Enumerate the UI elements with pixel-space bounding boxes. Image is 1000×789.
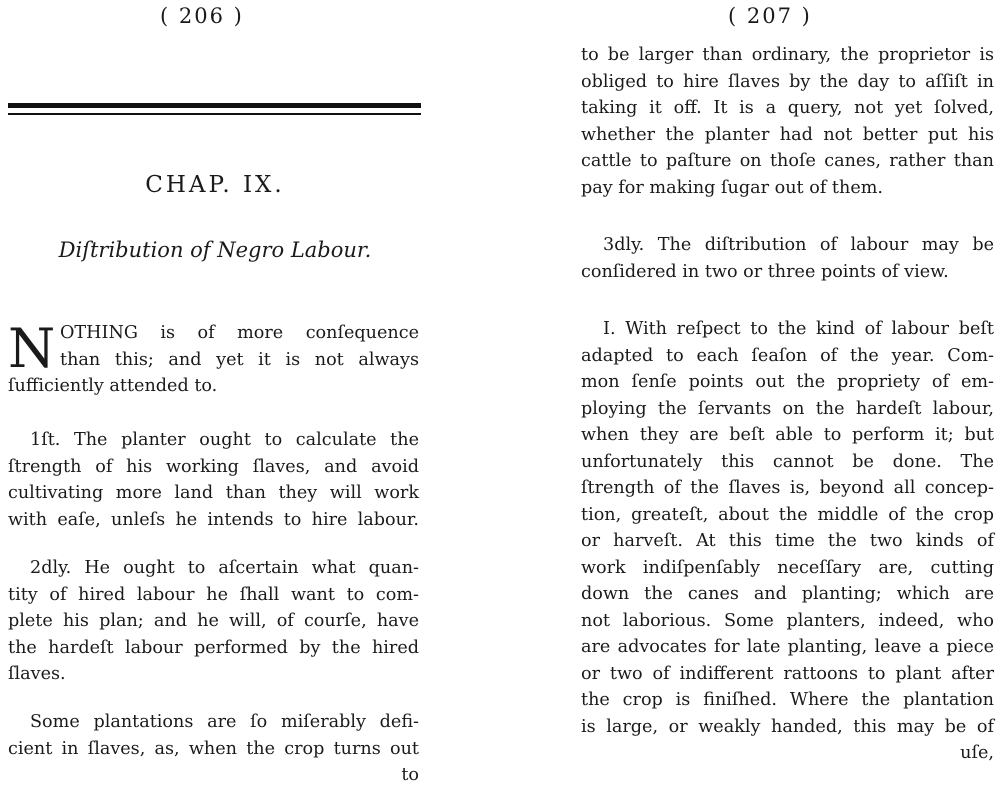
text-line: obliged to hire ſlaves by the day to aſſiſt in bbox=[581, 71, 994, 92]
text-line: down the canes and planting; which are bbox=[581, 584, 994, 604]
text-line: mon ſenſe points out the propriety of em- bbox=[581, 372, 994, 392]
paragraph-2dly bbox=[8, 555, 419, 688]
text-line: ploying the ſervants on the hardeſt labour, bbox=[581, 398, 994, 419]
left-page bbox=[0, 0, 430, 788]
text-line: taking it off. It is a query, not yet ſolved, bbox=[581, 98, 994, 118]
paragraph-continued bbox=[581, 42, 994, 201]
paragraph-3dly bbox=[581, 232, 994, 285]
text-line: I. With reſpect to the kind of labour beſt bbox=[603, 319, 994, 339]
text-line: or harveſt. At this time the two kinds of bbox=[581, 531, 994, 551]
text-line: is large, or weakly handed, this may be of bbox=[581, 716, 994, 737]
text-line: cient in ſlaves, as, when the crop turns out bbox=[8, 738, 419, 759]
text-line: work indiſpenſably neceſſary are, cutting bbox=[581, 557, 994, 578]
text-line: cattle to paſture on thoſe canes, rather than bbox=[581, 151, 994, 171]
text-line: pay for making ſugar out of them. bbox=[581, 177, 884, 198]
text-line: the crop is finiſhed. Where the plantation bbox=[581, 690, 994, 710]
text-line: 2dly. He ought to aſcertain what quan- bbox=[30, 558, 419, 578]
chapter-rule-thin bbox=[8, 113, 421, 115]
text-line: ſtrength of his working ſlaves, and avoid bbox=[8, 456, 419, 477]
text-line: ſufficiently attended to. bbox=[8, 376, 218, 396]
text-line: or two of indifferent rattoons to plant after bbox=[581, 663, 994, 684]
text-line: ſlaves. bbox=[8, 664, 66, 684]
text-line: 1ſt. The planter ought to calculate the bbox=[30, 430, 419, 450]
text-line: than this; and yet it is not always bbox=[60, 349, 419, 370]
text-line: with eaſe, unleſs he intends to hire labour. bbox=[8, 509, 419, 530]
text-line: unfortunately this cannot be done. The bbox=[581, 451, 994, 472]
text-line: conſidered in two or three points of view. bbox=[581, 261, 949, 282]
text-line: plete his plan; and he will, of courſe, have bbox=[8, 611, 419, 631]
text-line: when they are beſt able to perform it; but bbox=[581, 425, 994, 445]
text-line: to be larger than ordinary, the proprietor is bbox=[581, 45, 994, 65]
chapter-subtitle: Diſtribution of Negro Labour. bbox=[58, 238, 372, 262]
text-line: ſtrength of the ſlaves is, beyond all concep- bbox=[581, 478, 994, 498]
text-line: OTHING is of more conſequence bbox=[60, 323, 419, 343]
chapter-rule-thick bbox=[8, 103, 421, 108]
paragraph-1st bbox=[8, 427, 419, 533]
text-line: tity of hired labour he ſhall want to com- bbox=[8, 584, 419, 605]
intro-paragraph bbox=[8, 317, 419, 400]
paragraph-plantations bbox=[8, 709, 419, 789]
catchword: to bbox=[401, 765, 419, 785]
drop-cap: N bbox=[8, 317, 56, 380]
text-line: Some plantations are ſo miſerably defi- bbox=[30, 712, 419, 732]
text-line: 3dly. The diſtribution of labour may be bbox=[603, 235, 994, 255]
text-line: tion, greateſt, about the middle of the crop bbox=[581, 504, 994, 525]
text-line: cultivating more land than they will work bbox=[8, 483, 419, 503]
text-line: not laborious. Some planters, indeed, who bbox=[581, 610, 994, 631]
page-number: ( 207 ) bbox=[728, 4, 812, 28]
paragraph-I bbox=[581, 316, 994, 767]
chapter-title: CHAP. IX. bbox=[145, 172, 285, 198]
right-page bbox=[575, 0, 1000, 788]
text-line: whether the planter had not better put his bbox=[581, 124, 994, 145]
text-line: are advocates for late planting, leave a piece bbox=[581, 637, 994, 657]
page-number: ( 206 ) bbox=[160, 4, 244, 28]
catchword: uſe, bbox=[960, 743, 994, 763]
text-line: the hardeſt labour performed by the hired bbox=[8, 637, 419, 658]
text-line: adapted to each ſeaſon of the year. Com- bbox=[581, 345, 994, 366]
